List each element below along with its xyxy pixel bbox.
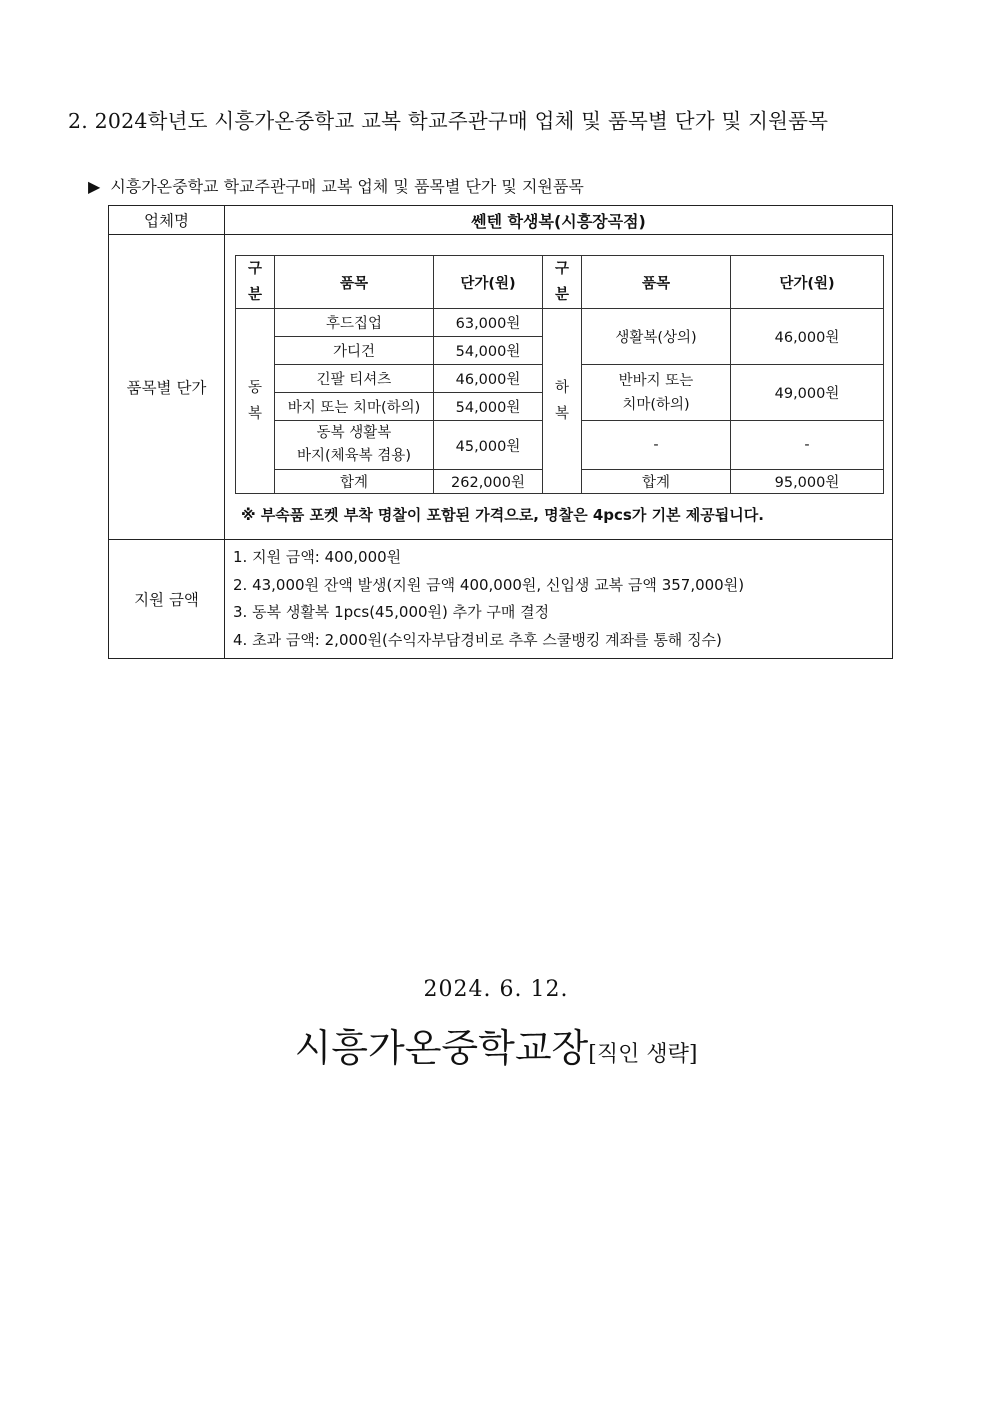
support-cell [225, 540, 893, 659]
vendor-label: 업체명 [109, 206, 225, 235]
price-cell [225, 235, 893, 540]
winter-item-price: 45,000원 [434, 421, 543, 470]
header-category-winter [236, 256, 275, 309]
winter-item-name: 가디건 [275, 337, 434, 365]
winter-item-price: 54,000원 [434, 337, 543, 365]
support-line: 3. 동복 생활복 1pcs(45,000원) 추가 구매 결정 [233, 603, 550, 621]
winter-total-label: 합계 [275, 470, 434, 494]
header-price-summer: 단가(원) [731, 256, 884, 309]
winter-item-price: 54,000원 [434, 393, 543, 421]
header-category-text: 구 분 [247, 261, 262, 303]
table-header-row [236, 256, 884, 309]
seal-omitted-note: [직인 생략] [588, 1042, 698, 1067]
summer-item-price: 46,000원 [731, 309, 884, 365]
winter-item-price: 46,000원 [434, 365, 543, 393]
summer-item-name: - [582, 421, 731, 470]
table-caption-text: 시흥가온중학교 학교주관구매 교복 업체 및 품목별 단가 및 지원품목 [110, 177, 584, 196]
table-row [236, 309, 884, 337]
winter-item-price: 63,000원 [434, 309, 543, 337]
header-price-winter: 단가(원) [434, 256, 543, 309]
header-item-winter: 품목 [275, 256, 434, 309]
winter-item-name: 긴팔 티셔츠 [275, 365, 434, 393]
triangle-bullet-icon: ▶ [88, 177, 101, 196]
summer-category [543, 309, 582, 494]
summer-item-name: 생활복(상의) [582, 309, 731, 365]
support-line: 4. 초과 금액: 2,000원(수익자부담경비로 추후 스쿨뱅킹 계좌를 통해 징수) [233, 630, 722, 649]
uniform-price-table [108, 205, 893, 659]
price-label: 품목별 단가 [109, 235, 225, 540]
header-category-summer [543, 256, 582, 309]
table-caption [88, 174, 584, 197]
winter-total-price: 262,000원 [434, 470, 543, 494]
document-heading: 2. 2024학년도 시흥가온중학교 교복 학교주관구매 업체 및 품목별 단가 및 지원품목 [68, 109, 829, 133]
summer-total-price: 95,000원 [731, 470, 884, 494]
summer-item-price: 49,000원 [731, 365, 884, 421]
vendor-name: 쎈텐 학생복(시흥장곡점) [225, 206, 893, 235]
support-line: 1. 지원 금액: 400,000원 [233, 548, 402, 566]
winter-category-text: 동 복 [247, 380, 262, 422]
summer-item-name: 반바지 또는 치마(하의) [582, 365, 731, 421]
header-category-text: 구 분 [554, 261, 569, 303]
support-line: 2. 43,000원 잔액 발생(지원 금액 400,000원, 신입생 교복 금액 357,000원) [233, 575, 745, 594]
signature-line [0, 1017, 992, 1072]
header-item-summer: 품목 [582, 256, 731, 309]
item-price-table [235, 255, 884, 494]
support-label: 지원 금액 [109, 540, 225, 659]
document-date: 2024. 6. 12. [423, 977, 569, 1002]
summer-category-text: 하 복 [554, 380, 569, 422]
nametag-note: ※ 부속품 포켓 부착 명찰이 포함된 가격으로, 명찰은 4pcs가 기본 제공됩니다. [241, 506, 764, 524]
principal-title: 시흥가온중학교장 [294, 1026, 589, 1070]
winter-item-name: 동복 생활복 바지(체육복 겸용) [275, 421, 434, 470]
winter-category [236, 309, 275, 494]
summer-item-price: - [731, 421, 884, 470]
winter-item-name: 바지 또는 치마(하의) [275, 393, 434, 421]
winter-item-name: 후드집업 [275, 309, 434, 337]
summer-total-label: 합계 [582, 470, 731, 494]
